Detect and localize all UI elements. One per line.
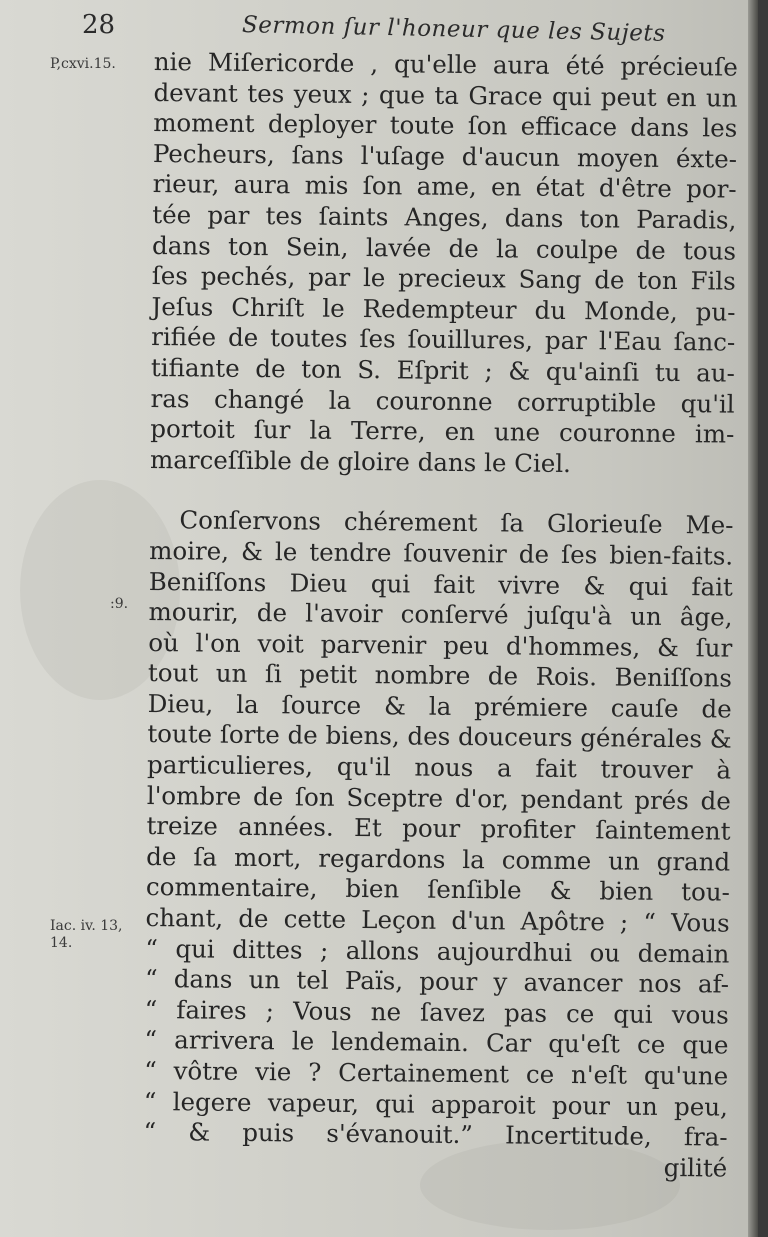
text-line: Conſervons chérement ſa Glorieuſe Me-	[179, 505, 734, 540]
text-line: dans ton Sein, lavée de la coulpe de tous	[151, 230, 737, 266]
text-line: de ſa mort, regardons la comme un grand	[146, 841, 731, 877]
page-number: 28	[82, 10, 116, 40]
text-line: “ qui dittes ; allons aujourdhui ou demain	[145, 933, 730, 969]
text-line: “ dans un tel Païs, pour y avancer nos af-	[144, 964, 730, 999]
text-line: l'ombre de ſon Sceptre d'or, pendant prés de	[146, 780, 731, 816]
text-line: Dieu, la ſource & la prémiere cauſe de	[147, 688, 732, 724]
text-line: tout un ſi petit nombre de Rois. Beniſſons	[147, 658, 733, 693]
text-line: “ arrivera le lendemain. Car qu'eſt ce que	[144, 1025, 729, 1060]
text-line: “ faires ; Vous ne ſavez pas ce qui vous	[144, 994, 729, 1030]
text-line: moire, & le tendre ſouvenir de ſes bien-faits.	[149, 535, 734, 571]
text-line: particulieres, qu'il nous a fait trouver à	[146, 750, 732, 785]
text-line: Pecheurs, ſans l'uſage d'aucun moyen éxte-	[152, 138, 738, 174]
text-line: portoit ſur la Terre, en une couronne im-	[150, 414, 735, 449]
text-line: toute ſorte de biens, des douceurs générales &	[147, 719, 732, 755]
text-line: Jeſus Chriſt le Redempteur du Monde, pu-	[151, 291, 736, 327]
text-line: Beniſſons Dieu qui fait vivre & qui fait	[148, 566, 733, 602]
text-line: ſes pechés, par le precieux Sang de ton Fils	[151, 261, 736, 296]
text-line: treize années. Et pour profiter ſaintement	[146, 811, 731, 846]
page-header	[0, 8, 758, 48]
text-line: mourir, de l'avoir conſervé juſqu'à un âge,	[148, 597, 733, 632]
text-line: tifiante de ton S. Eſprit ; & qu'ainſi tu au-	[150, 352, 736, 388]
page-edge	[748, 0, 758, 1237]
text-line: moment deployer toute ſon efficace dans les	[153, 108, 738, 143]
text-line: “ vôtre vie ? Certainement ce n'eſt qu'une	[144, 1055, 729, 1091]
text-line: tée par tes ſaints Anges, dans ton Paradis,	[152, 199, 737, 235]
margin-reference-james: Iac. iv. 13, 14.	[50, 918, 123, 951]
text-line: “ & puis s'évanouit.” Incertitude, fra-	[143, 1117, 728, 1152]
text-line: ras changé la couronne corruptible qu'il	[150, 383, 735, 419]
text-line-catchword: gilité	[663, 1152, 728, 1183]
text-line: nie Miſericorde , qu'elle aura été précieuſe	[153, 47, 738, 82]
text-line: où l'on voit parvenir peu d'hommes, & ſur	[148, 627, 733, 663]
text-line: rifiée de toutes ſes ſouillures, par l'Eau ſanc-	[151, 322, 736, 357]
text-line: commentaire, bien ſenſible & bien tou-	[145, 872, 731, 908]
text-line: rieur, aura mis ſon ame, en état d'être por-	[152, 169, 737, 204]
text-line: marceſſible de gloire dans le Ciel.	[149, 444, 572, 478]
running-title: Sermon ſur l'honeur que les Sujets	[241, 12, 666, 47]
sermon-body-text	[143, 47, 738, 1184]
text-line: chant, de cette Leçon d'un Apôtre ; “ Vous	[145, 902, 730, 938]
margin-reference-number: :9.	[110, 596, 129, 612]
text-line: “ legere vapeur, qui apparoit pour un peu,	[143, 1086, 728, 1122]
text-line: devant tes yeux ; que ta Grace qui peut en un	[153, 77, 738, 113]
margin-reference-psalm: P,cxvi.15.	[50, 56, 116, 72]
